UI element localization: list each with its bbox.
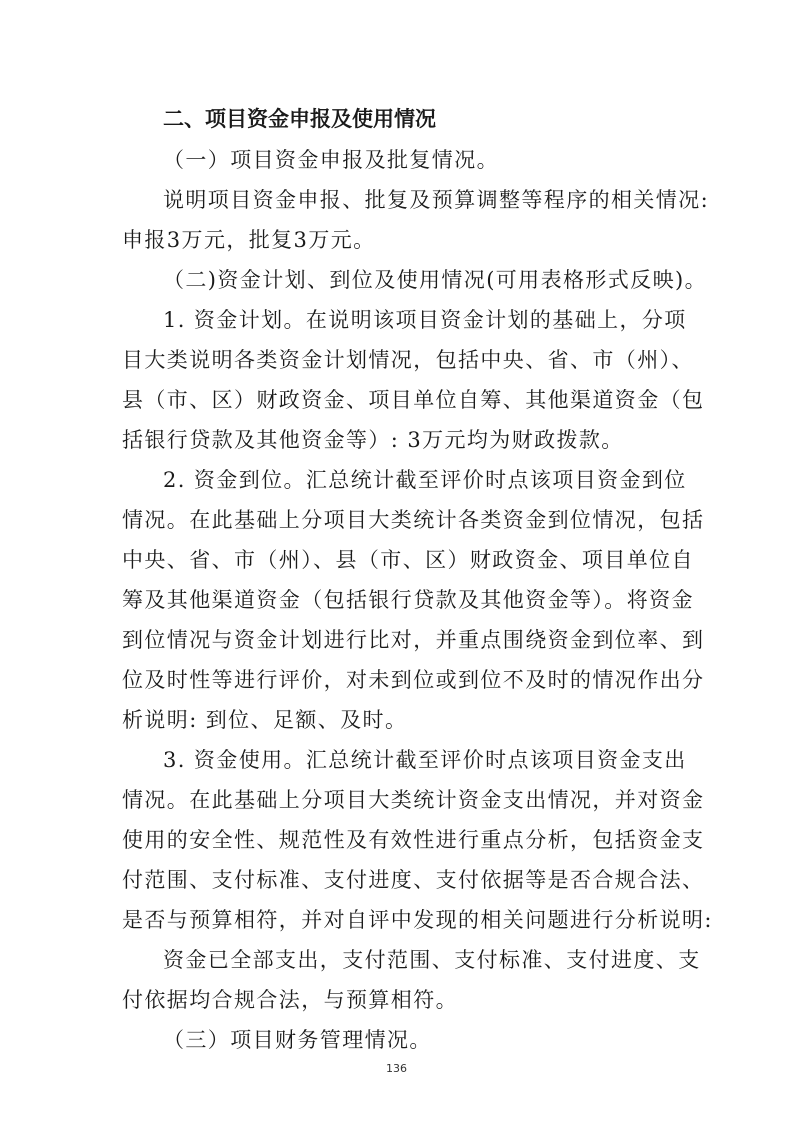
paragraph-line-11: 中央、省、市（州）、县（市、区）财政资金、项目单位自 <box>122 548 694 572</box>
paragraph-line-6: 目大类说明各类资金计划情况，包括中央、省、市（州）、 <box>122 348 694 372</box>
paragraph-line-16: 3. 资金使用。汇总统计截至评价时点该项目资金支出 <box>163 748 687 772</box>
paragraph-line-2: 说明项目资金申报、批复及预算调整等程序的相关情况: <box>163 188 710 212</box>
paragraph-line-22: 付依据均合规合法，与预算相符。 <box>122 988 458 1012</box>
paragraph-line-15: 析说明: 到位、足额、及时。 <box>122 708 408 732</box>
paragraph-line-18: 使用的安全性、规范性及有效性进行重点分析，包括资金支 <box>122 828 705 852</box>
section-heading: 二、项目资金申报及使用情况 <box>163 107 436 131</box>
paragraph-line-5: 1. 资金计划。在说明该项目资金计划的基础上，分项 <box>163 308 687 332</box>
paragraph-line-14: 位及时性等进行评价，对未到位或到位不及时的情况作出分 <box>122 668 705 692</box>
paragraph-line-20: 是否与预算相符，并对自评中发现的相关问题进行分析说明: <box>122 908 713 932</box>
page-number: 136 <box>386 1062 407 1075</box>
paragraph-line-9: 2. 资金到位。汇总统计截至评价时点该项目资金到位 <box>163 468 687 492</box>
paragraph-line-1: （一）项目资金申报及批复情况。 <box>163 148 499 172</box>
paragraph-line-13: 到位情况与资金计划进行比对，并重点围绕资金到位率、到 <box>122 628 705 652</box>
paragraph-line-17: 情况。在此基础上分项目大类统计资金支出情况，并对资金 <box>122 788 705 812</box>
paragraph-line-10: 情况。在此基础上分项目大类统计各类资金到位情况，包括 <box>122 508 705 532</box>
paragraph-line-19: 付范围、支付标准、支付进度、支付依据等是否合规合法、 <box>122 868 705 892</box>
paragraph-line-3: 申报3万元，批复3万元。 <box>122 228 376 252</box>
paragraph-line-4: （二)资金计划、到位及使用情况(可用表格形式反映)。 <box>163 268 707 292</box>
paragraph-line-12: 筹及其他渠道资金（包括银行贷款及其他资金等）。将资金 <box>122 588 694 612</box>
paragraph-line-8: 括银行贷款及其他资金等）: 3万元均为财政拨款。 <box>122 428 624 452</box>
paragraph-line-23: （三）项目财务管理情况。 <box>163 1028 432 1052</box>
paragraph-line-21: 资金已全部支出，支付范围、支付标准、支付进度、支 <box>163 948 701 972</box>
paragraph-line-7: 县（市、区）财政资金、项目单位自筹、其他渠道资金（包 <box>122 388 705 412</box>
